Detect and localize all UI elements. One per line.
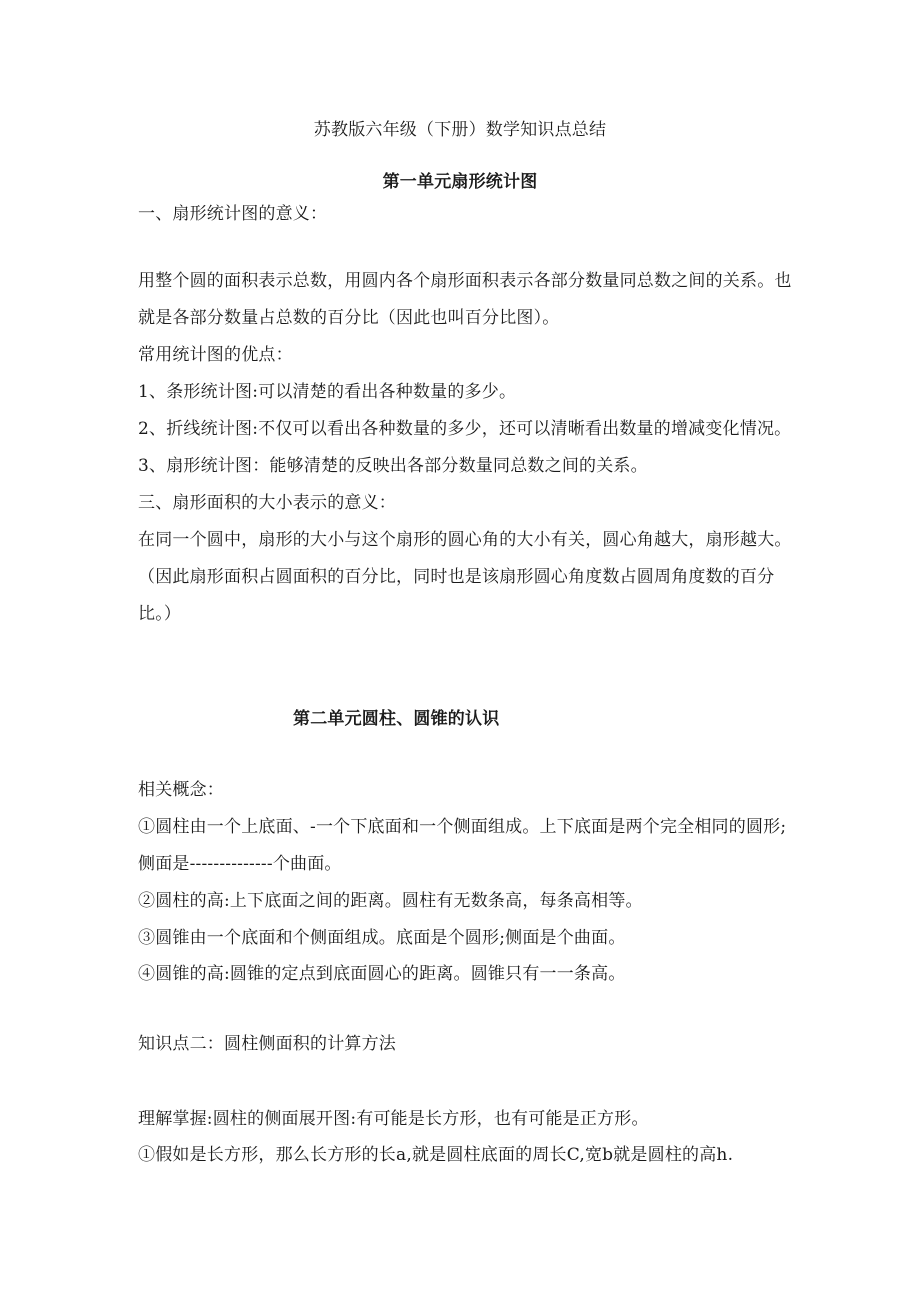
unit2-concepts-title: 相关概念： (138, 780, 224, 800)
unit1-section3-title: 三、扇形面积的大小表示的意义： (138, 493, 396, 513)
unit1-meaning-line2: 就是各部分数量占总数的百分比（因此也叫百分比图）。 (138, 308, 560, 328)
unit1-advantage-3: 3、扇形统计图：能够清楚的反映出各部分数量同总数之间的关系。 (138, 456, 648, 476)
unit1-heading: 第一单元扇形统计图 (382, 172, 538, 192)
document-title: 苏教版六年级（下册）数学知识点总结 (313, 120, 607, 140)
unit1-sector-line3: 比。） (138, 604, 182, 624)
unit1-advantage-2: 2、折线统计图:不仅可以看出各种数量的多少，还可以清晰看出数量的增减变化情况。 (138, 419, 792, 439)
unit1-sector-line2: （因此扇形面积占圆面积的百分比，同时也是该扇形圆心角度数占圆周角度数的百分 (138, 567, 775, 587)
unit2-understand-line: 理解掌握:圆柱的侧面展开图:有可能是长方形，也有可能是正方形。 (138, 1109, 649, 1129)
unit1-advantages-title: 常用统计图的优点： (138, 345, 293, 365)
unit1-meaning-line1: 用整个圆的面积表示总数，用圆内各个扇形面积表示各部分数量同总数之间的关系。也 (138, 271, 792, 291)
unit1-section1-title: 一、扇形统计图的意义： (138, 204, 328, 224)
unit2-concept-4: ④圆锥的高:圆锥的定点到底面圆心的距离。圆锥只有一一条高。 (138, 964, 626, 984)
unit2-case-1: ①假如是长方形，那么长方形的长a,就是圆柱底面的周长C,宽b就是圆柱的高h. (138, 1145, 734, 1165)
unit2-heading: 第二单元圆柱、圆锥的认识 (293, 709, 500, 729)
unit2-knowledge-point-2-title: 知识点二：圆柱侧面积的计算方法 (138, 1034, 396, 1054)
unit2-concept-1-line2: 侧面是--------------个曲面。 (138, 854, 342, 874)
unit1-sector-line1: 在同一个圆中，扇形的大小与这个扇形的圆心角的大小有关，圆心角越大，扇形越大。 (138, 530, 792, 550)
unit2-concept-3: ③圆锥由一个底面和个侧面组成。底面是个圆形;侧面是个曲面。 (138, 928, 626, 948)
unit2-concept-2: ②圆柱的高:上下底面之间的距离。圆柱有无数条高，每条高相等。 (138, 891, 643, 911)
unit1-advantage-1: 1、条形统计图:可以清楚的看出各种数量的多少。 (138, 382, 517, 402)
unit2-concept-1-line1: ①圆柱由一个上底面、-一个下底面和一个侧面组成。上下底面是两个完全相同的圆形; (138, 817, 787, 837)
